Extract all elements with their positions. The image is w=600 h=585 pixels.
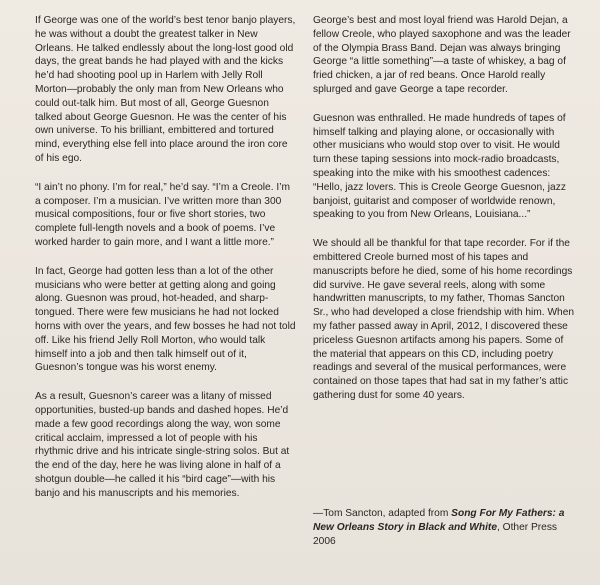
paragraph-career: As a result, Guesnon’s career was a litany of missed opportunities, busted-up bands and dashed hopes. He’d made a few good recordings along the way, won some critical acclaim, impressed a lot of people with his rhythmic drive and his intricate single-string solos. But at the end of the day, here he was living alone in half of a shotgun double—he called it his “bird cage”—with his banjo and his manuscripts and his memories.: [35, 391, 290, 499]
credit-book-title: Song For My Fathers: a New Orleans Story in Black and White: [313, 508, 565, 533]
source-credit: [313, 507, 575, 548]
right-column: [313, 14, 575, 403]
paragraph-tape-recorder: We should all be thankful for that tape recorder. For if the embittered Creole burned most of his tapes and manuscripts before he died, some of his home recordings did survive. He gave several reels, along with some handwritten manuscripts, to my father, Thomas Sancton Sr., who had developed a close friendship with him. When my father passed away in April, 2012, I discovered these priceless Guesnon artifacts among his papers. Some of the material that appears on this CD, including poetry readings and several of the musical performances, were contained on those tapes that had sat in my father’s attic gathering dust for some 40 years.: [313, 238, 575, 401]
credit-prefix: —Tom Sancton, adapted from: [313, 508, 452, 519]
paragraph-quote: “I ain’t no phony. I’m for real,” he’d say. “I’m a Creole. I’m a composer. I’m a musician. I’ve written more than 300 musical compositions, four or five short stories, two complete full-length novels and a book of poems. I’ve worked harder to gain more, and I want a little more.”: [35, 181, 290, 248]
paragraph-in-fact: In fact, George had gotten less than a lot of the other musicians who were better at getting along and going along. Guesnon was proud, hot-headed, and sharp-tongued. There were few musicians he had not locked horns with over the years, and few bosses he had not told off. Like his friend Jelly Roll Morton, who would talk himself into a job and then talk himself out of it, Guesnon’s tongue was his worst enemy.: [35, 265, 296, 374]
paragraph-talker: If George was one of the world’s best tenor banjo players, he was without a doubt the greatest talker in New Orleans. He talked endlessly about the long-lost good old days, the great bands he had played with and the kicks he’d had shooting pool up in Harlem with Jelly Roll Morton—probably the only man from New Orleans who could out-talk him. But most of all, George Guesnon talked about George Guesnon. He was the center of his own universe. To his brilliant, embittered and tortured mind, everything else fell into place around the iron core of his ego.: [35, 15, 296, 164]
credit-suffix: , Other Press 2006: [313, 521, 558, 547]
left-column: [35, 14, 297, 514]
paragraph-harold-dejan: George’s best and most loyal friend was Harold Dejan, a fellow Creole, who played saxophone and was the leader of the Olympia Brass Band. Dejan was always bringing George “a little something”—a taste of whiskey, a bag of fried chicken, a jar of red beans. Once Harold really splurged and gave George a tape recorder.: [313, 15, 571, 95]
paragraph-enthralled: Guesnon was enthralled. He made hundreds of tapes of himself talking and playing alone, or occasionally with other musicians who would stop over to visit. He would turn these taping sessions into mock-radio broadcasts, speaking into the mike with his smoothest cadences: “Hello, jazz lovers. This is Creole George Guesnon, jazz banjoist, guitarist and composer of worldwide renown, speaking to you from New Orleans, Louisiana...”: [313, 112, 566, 221]
